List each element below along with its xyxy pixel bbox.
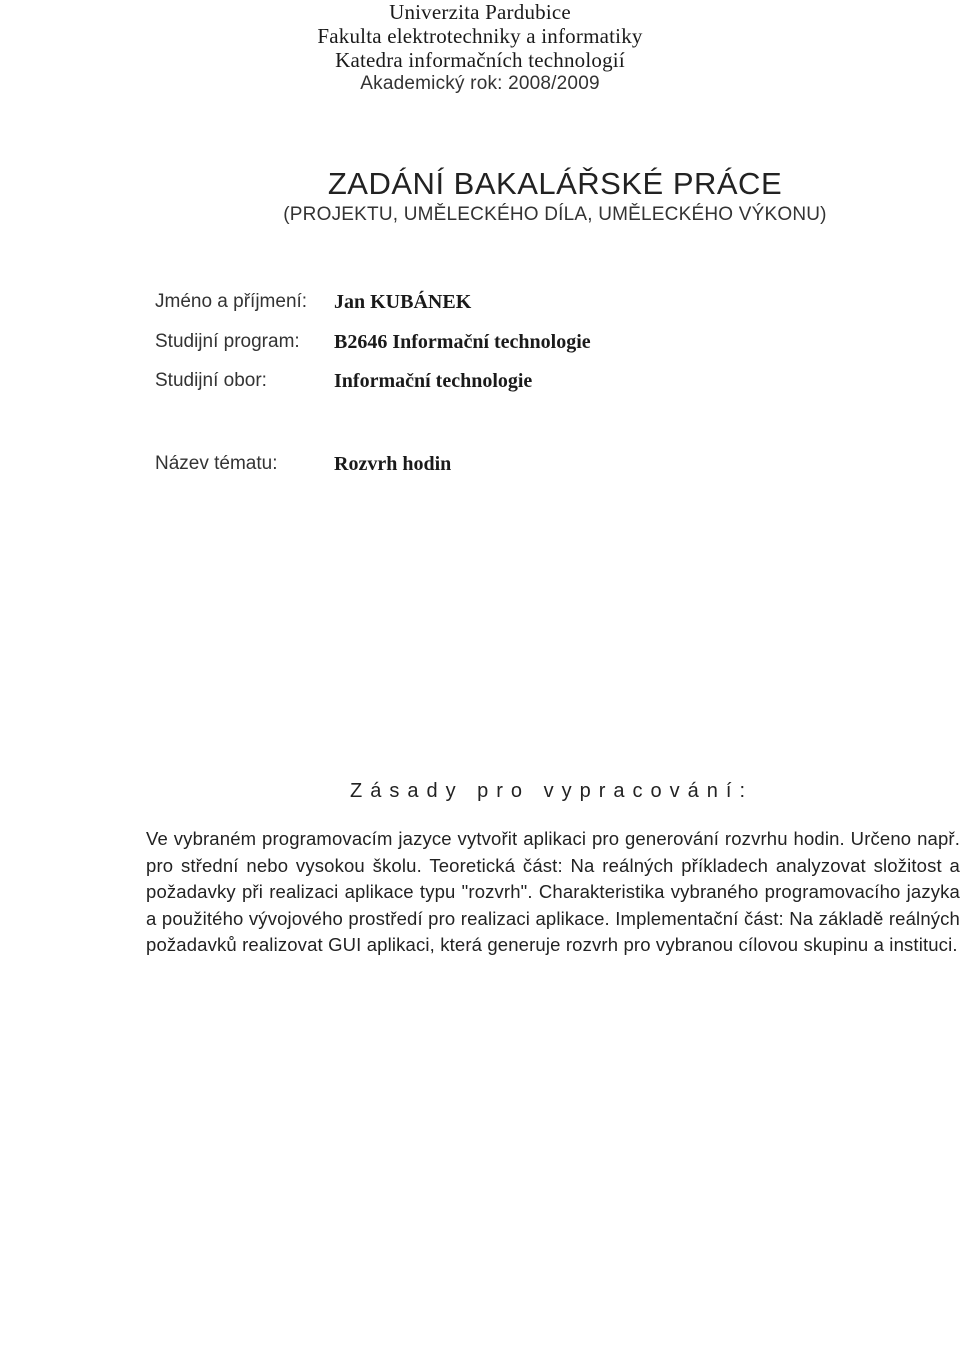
name-value: Jan KUBÁNEK xyxy=(334,291,472,313)
document-title: ZADÁNÍ BAKALÁŘSKÉ PRÁCE xyxy=(327,166,783,201)
name-label: Jméno a příjmení: xyxy=(155,291,308,312)
department-name: Katedra informačních technologií xyxy=(335,48,625,72)
title-block xyxy=(0,166,960,228)
field-value: Informační technologie xyxy=(334,370,533,392)
program-value: B2646 Informační technologie xyxy=(334,331,591,353)
program-label: Studijní program: xyxy=(155,331,300,352)
principles-heading: Zásady pro vypracování: xyxy=(350,780,753,802)
document-subtitle: (PROJEKTU, UMĚLECKÉHO DÍLA, UMĚLECKÉHO VÝKONU) xyxy=(283,204,827,225)
topic-label: Název tématu: xyxy=(155,453,278,474)
topic-row xyxy=(0,450,960,478)
university-name: Univerzita Pardubice xyxy=(389,0,571,24)
program-row xyxy=(0,328,960,356)
faculty-name: Fakulta elektrotechniky a informatiky xyxy=(317,24,643,48)
field-label: Studijní obor: xyxy=(155,370,267,391)
topic-value: Rozvrh hodin xyxy=(334,453,452,475)
field-row xyxy=(0,367,960,395)
principles-text: Ve vybraném programovacím jazyce vytvořit aplikaci pro generování rozvrhu hodin. Určeno např. pro střední nebo vysokou školu. Teoretická část: Na reálných příkladech analyzovat složitost a požadavky při realizaci aplikace typu "rozvrh". Charakteristika vybraného programovacího jazyka a použitého vývojového prostředí pro realizaci aplikace. Implementační část: Na základě reálných požadavků realizovat GUI aplikaci, která generuje rozvrh pro vybranou cílovou skupinu a instituci. xyxy=(146,828,960,955)
academic-year: Akademický rok: 2008/2009 xyxy=(360,73,600,94)
name-row xyxy=(0,288,960,316)
document-header xyxy=(0,0,960,96)
